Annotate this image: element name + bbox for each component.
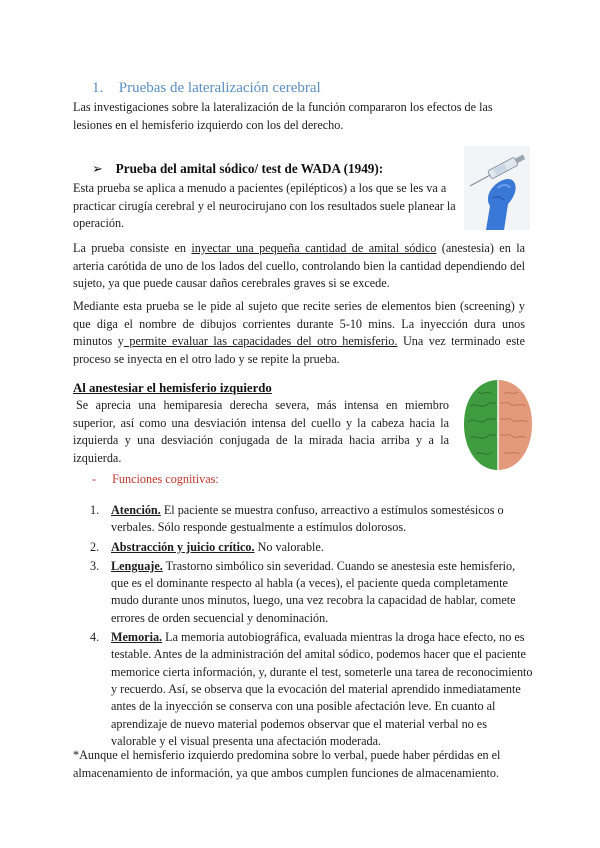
functions-label: Funciones cognitivas: <box>112 472 219 486</box>
list-number: 4. <box>90 630 100 645</box>
list-number: 2. <box>90 539 100 554</box>
list-number: 3. <box>90 558 100 573</box>
p3-before: Mediante esta prueba se le pide al sujeto que recite series de elementos bien (screening) y que diga el nombre de dibujos corrientes durante 5-10 mins. La inyección dura unos minutos y <box>73 299 525 349</box>
section-title: Pruebas de lateralización cerebral <box>118 80 321 96</box>
p2-underlined: inyectar una pequeña cantidad de amital sódico <box>191 241 437 255</box>
dash-bullet: - <box>92 472 97 486</box>
wada-paragraph-2 <box>73 240 525 293</box>
list-item <box>90 502 535 537</box>
p2-before: La prueba consiste en <box>73 241 192 255</box>
list-item-title: Abstracción y juicio crítico. <box>111 539 255 554</box>
list-item-text: La memoria autobiográfica, evaluada mientras la droga hace efecto, no es testable. Antes de la administración del amital sódico, podemos hacer que el paciente memorice cierta información, y, durante el test, someterle una tarea de reconocimiento y recuerdo. Así, se observa que la evocación del material aprendido inmediatamente antes de la inyección se conserva con una posible afectación leve. En cuanto al aprendizaje de nuevo material podemos observar que el material verbal no es valorable y el visual presenta una afectación moderada. <box>111 630 533 748</box>
brain-hemispheres-icon <box>458 376 538 474</box>
section-number: 1. <box>92 80 104 96</box>
cognitive-functions-list <box>90 502 535 750</box>
section-intro: Las investigaciones sobre la lateralización de la función compararon los efectos de las lesiones en el hemisferio izquierdo con los del derecho. <box>73 100 493 132</box>
left-hemisphere-text: Se aprecia una hemiparesia derecha severa, más intensa en miembro superior, así como una desviación intensa del cuello y la cabeza hacia la izquierda y una desviación conjugada de la mirada hacia arriba y a la izquierda. <box>73 398 449 465</box>
list-item-title: Memoria. <box>111 630 163 645</box>
wada-paragraph-1: Esta prueba se aplica a menudo a pacientes (epilépticos) a los que se les va a practicar cirugía cerebral y el neurocirujano con los resultados suele planear la operación. <box>73 181 456 231</box>
wada-heading-text: Prueba del amital sódico/ test de WADA (1949): <box>115 161 384 176</box>
list-item-text: El paciente se muestra confuso, arreactivo a estímulos somestésicos o verbales. Sólo responde gestualmente a estímulos dolorosos. <box>111 503 504 535</box>
functions-heading <box>92 470 219 488</box>
brain-image <box>458 376 538 474</box>
section-heading <box>92 78 321 98</box>
syringe-image <box>464 146 530 230</box>
p3-underlined: permite evaluar las capacidades del otro hemisferio. <box>123 334 398 349</box>
list-number: 1. <box>90 503 100 517</box>
list-item-title: Lenguaje. <box>111 558 163 573</box>
left-hemisphere-heading: Al anestesiar el hemisferio izquierdo <box>73 381 272 395</box>
p2-after: (anestesia) en la arteria carótida de uno de los lados del cuello, controlando bien la cantidad dependiendo del sujeto, ya que puede causar daños cerebrales graves si se excede. <box>73 241 526 291</box>
list-item <box>90 558 535 627</box>
p3-after: Una vez terminado este proceso se inyecta en el otro lado y se repite la prueba. <box>73 334 525 366</box>
syringe-glove-icon <box>464 146 530 230</box>
bullet-arrow-icon: ➢ <box>92 161 104 176</box>
wada-paragraph-3 <box>73 298 525 368</box>
list-item-text: No valorable. <box>254 539 324 554</box>
wada-heading <box>92 160 383 178</box>
list-item <box>90 539 535 556</box>
footnote: *Aunque el hemisferio izquierdo predomina sobre lo verbal, puede haber pérdidas en el almacenamiento de información, ya que ambos cumplen funciones de almacenamiento. <box>73 748 501 780</box>
list-item-title: Atención. <box>111 503 161 517</box>
list-item <box>90 629 535 750</box>
list-item-text: Trastorno simbólico sin severidad. Cuando se anestesia este hemisferio, que es el dominante respecto al habla (a veces), el paciente queda completamente mudo durante unos minutos, luego, una vez recobra la capacidad de hablar, comete errores de orden secuencial y denominación. <box>111 558 516 625</box>
